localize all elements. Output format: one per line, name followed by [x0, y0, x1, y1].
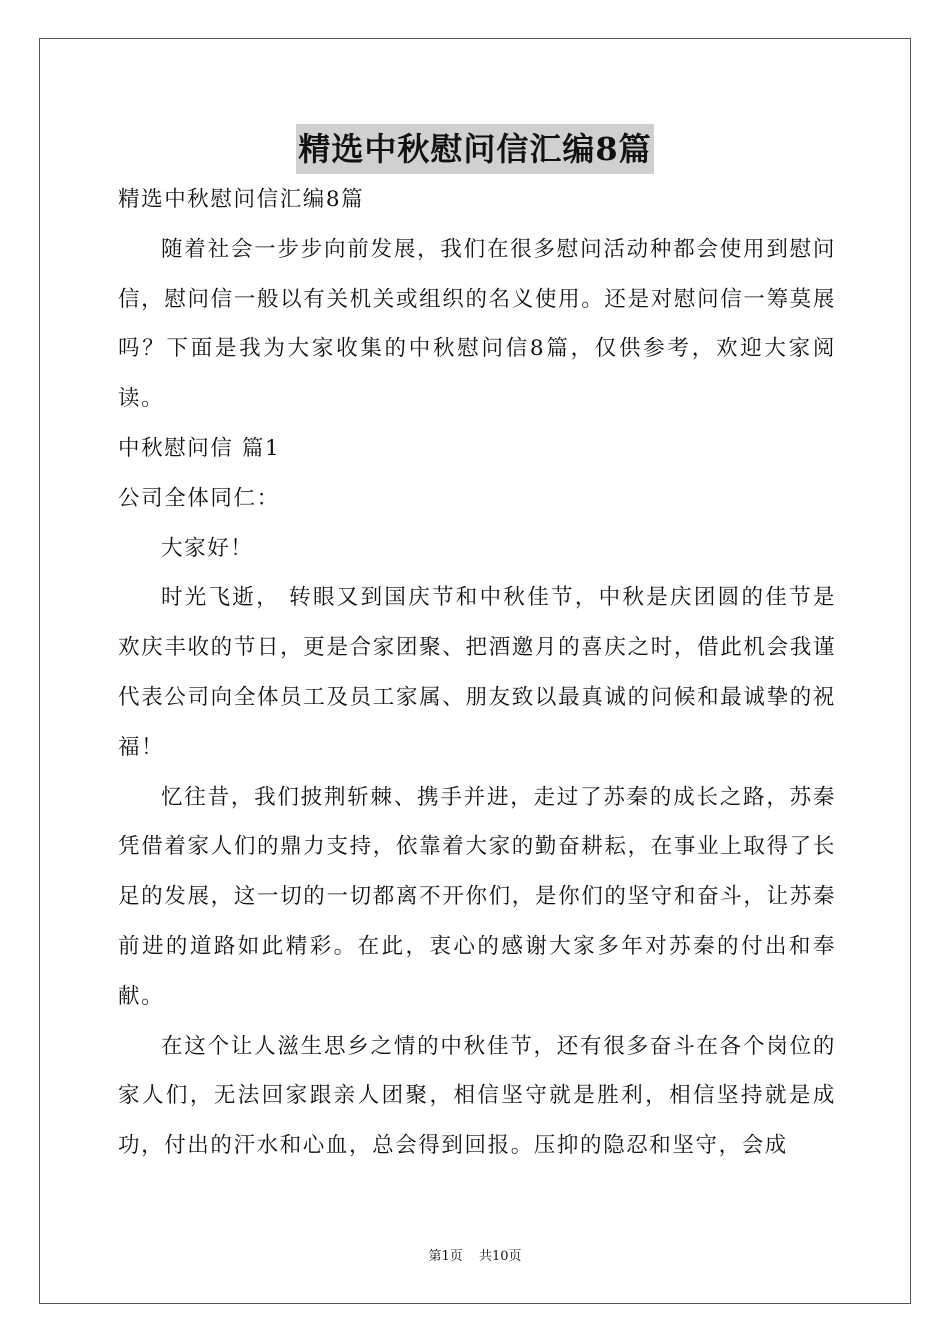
paragraph-body-1: 时光飞逝， 转眼又到国庆节和中秋佳节，中秋是庆团圆的佳节是欢庆丰收的节日，更是合家团聚、把酒邀月的喜庆之时，借此机会我谨代表公司向全体员工及员工家属、朋友致以最真诚的问候和最诚挚的祝福！ — [118, 585, 836, 760]
page-number: 第1页 — [428, 1249, 463, 1264]
document-title: 精选中秋慰问信汇编8篇 — [296, 124, 653, 174]
title-container — [0, 124, 950, 174]
greeting: 大家好！ — [161, 535, 254, 561]
page-total: 共10页 — [478, 1249, 522, 1264]
paragraph-body-3: 在这个让人滋生思乡之情的中秋佳节，还有很多奋斗在各个岗位的家人们，无法回家跟亲人团聚，相信坚守就是胜利，相信坚持就是成功，付出的汗水和心血，总会得到回报。压抑的隐忍和坚守，会成 — [118, 1033, 836, 1159]
document-body — [118, 175, 836, 1171]
page-footer — [0, 1248, 950, 1266]
section-heading: 中秋慰问信 篇1 — [118, 435, 281, 461]
salutation: 公司全体同仁： — [118, 485, 280, 511]
paragraph-body-2: 忆往昔，我们披荆斩棘、携手并进，走过了苏秦的成长之路，苏秦凭借着家人们的鼎力支持，依靠着大家的勤奋耕耘，在事业上取得了长足的发展，这一切的一切都离不开你们，是你们的坚守和奋斗，让苏秦前进的道路如此精彩。在此，衷心的感谢大家多年对苏秦的付出和奉献。 — [118, 784, 836, 1009]
paragraph-intro: 随着社会一步步向前发展，我们在很多慰问活动种都会使用到慰问信，慰问信一般以有关机关或组织的名义使用。还是对慰问信一筹莫展吗？下面是我为大家收集的中秋慰问信8篇，仅供参考，欢迎大家阅读。 — [118, 236, 836, 412]
paragraph-subtitle: 精选中秋慰问信汇编8篇 — [118, 187, 365, 212]
